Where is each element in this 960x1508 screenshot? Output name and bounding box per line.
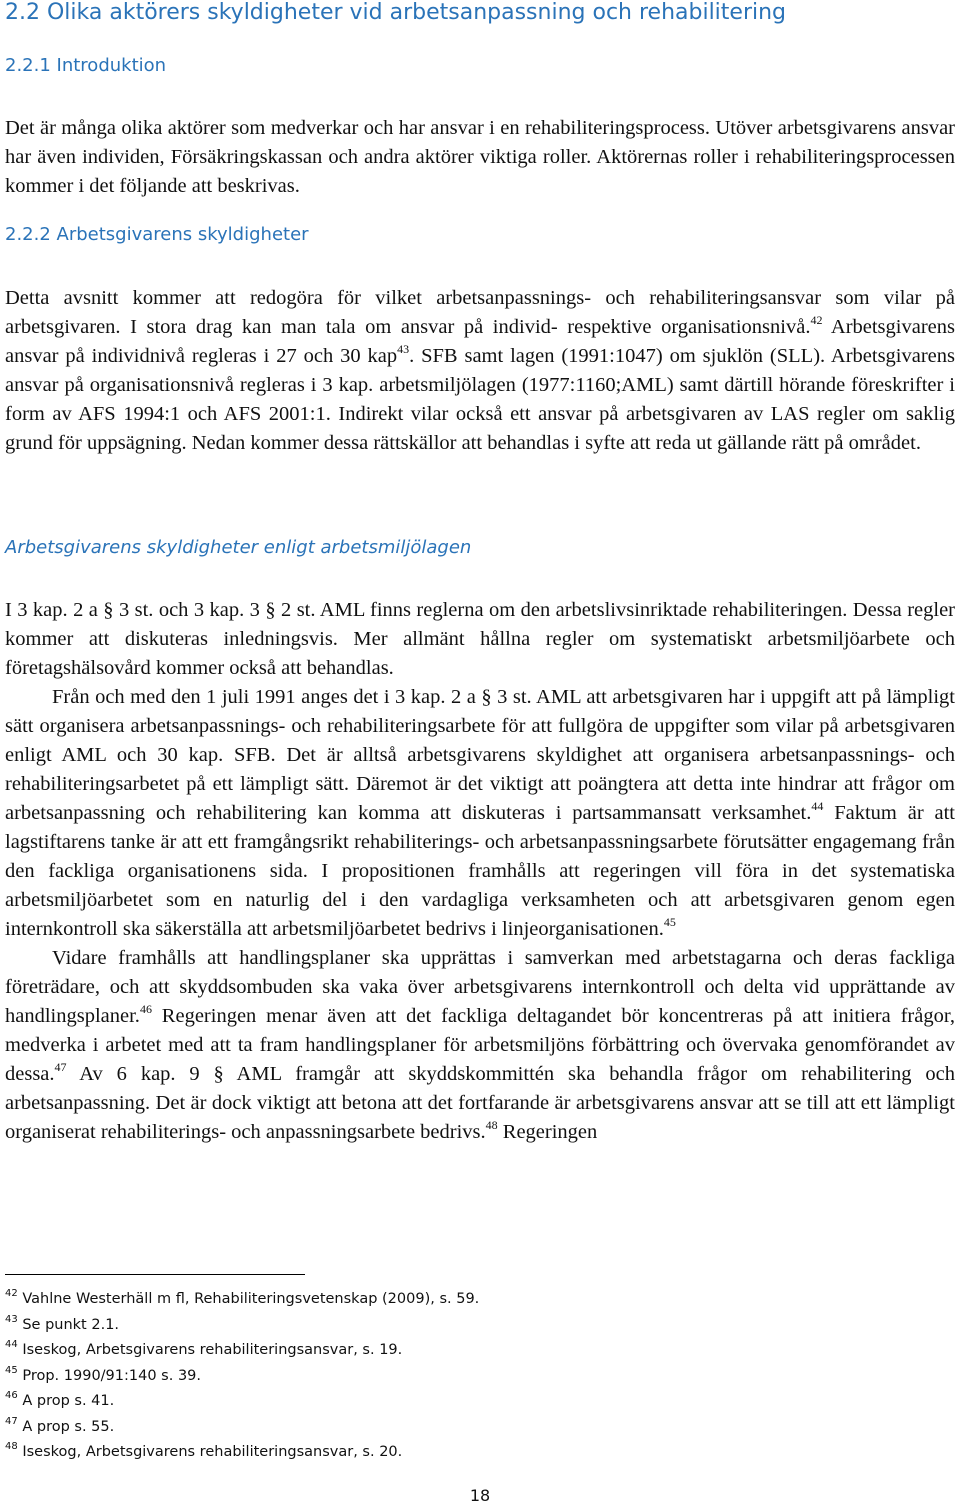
intro-text: Det är många olika aktörer som medverkar och har ansvar i en rehabiliteringsprocess. Utöver arbetsgivarens ansvar har även individen, Försäkringskassan och andra aktörer viktiga roller. Aktörernas roller i rehabiliteringsprocessen kommer i det följande att beskrivas.	[5, 117, 955, 197]
paragraph-text: . SFB samt lagen (1991:1047) om sjuklön (SLL). Arbetsgivarens ansvar på organisationsnivå regleras i 3 kap. arbetsmiljölagen (1977:1160;AML) samt därtill hörande föreskrifter i form av AFS 1994:1 och AFS 2001:1. Indirekt vilar också ett ansvar på arbetsgivaren av LAS regler om saklig grund för uppsägning. Nedan kommer dessa rättskällor att behandlas i syfte att reda ut gällande rätt på området.	[5, 345, 955, 454]
footnote-ref[interactable]: 46	[139, 1002, 152, 1016]
footnote-text: Iseskog, Arbetsgivarens rehabiliteringsansvar, s. 19.	[22, 1342, 403, 1358]
paragraph-text: Arbetsgivarens ansvar på individnivå regleras i 27 och 30 kap	[5, 316, 955, 367]
footnote-ref[interactable]: 48	[485, 1118, 498, 1132]
footnote-ref[interactable]: 45	[663, 915, 676, 929]
footnote-text: Se punkt 2.1.	[22, 1317, 120, 1333]
paragraph-text: Regeringen	[497, 1121, 598, 1143]
footnote-number: 45	[5, 1365, 18, 1376]
paragraph-text: Regeringen menar även att det fackliga deltagandet bör koncentreras på att initiera frågor, medverka i arbetet med att ta fram handlingsplaner för arbetsmiljöns förbättring och övervaka genomförandet av dessa.	[5, 1005, 955, 1085]
intro-paragraph	[5, 114, 955, 201]
footnote	[5, 1339, 403, 1358]
footnote-ref[interactable]: 42	[810, 313, 823, 327]
footnote-number: 44	[5, 1339, 18, 1350]
footnote-number: 43	[5, 1314, 18, 1325]
footnote-text: Iseskog, Arbetsgivarens rehabiliteringsansvar, s. 20.	[22, 1444, 403, 1460]
section-heading-2-2: 2.2 Olika aktörers skyldigheter vid arbetsanpassning och rehabilitering	[5, 0, 787, 25]
footnote-number: 48	[5, 1441, 18, 1452]
footnote	[5, 1390, 115, 1409]
paragraph-text: Av 6 kap. 9 § AML framgår att skyddskommittén ska behandla frågor om rehabilitering och arbetsanpassning. Det är dock viktigt att betona att det fortfarande är arbetsgivarens ansvar att se till att ett lämpligt organiserat rehabiliterings- och anpassningsarbete bedrivs.	[5, 1063, 955, 1143]
footnote	[5, 1365, 202, 1384]
footnote-ref[interactable]: 43	[397, 342, 410, 356]
footnote-text: A prop s. 55.	[22, 1419, 115, 1435]
page-number: 18	[469, 1486, 491, 1505]
section-heading-2-2-2: 2.2.2 Arbetsgivarens skyldigheter	[5, 224, 309, 245]
subheading-aml: Arbetsgivarens skyldigheter enligt arbetsmiljölagen	[5, 537, 472, 558]
paragraph-text: Vidare framhålls att handlingsplaner ska upprättas i samverkan med arbetstagarna och deras fackliga företrädare, och att skyddsombuden ska vaka över arbetsgivarens internkontroll och delta vid upprättande av handlingsplaner.	[5, 947, 955, 1027]
paragraph-text: Detta avsnitt kommer att redogöra för vilket arbetsanpassnings- och rehabiliteringsansvar som vilar på arbetsgivaren. I stora drag kan man tala om ansvar på individ- respektive organisationsnivå.	[5, 287, 955, 338]
aml-paragraph-1: I 3 kap. 2 a § 3 st. och 3 kap. 3 § 2 st. AML finns reglerna om den arbetslivsinriktade rehabiliteringen. Dessa regler kommer att diskuteras inledningsvis. Mer allmänt hållna regler om systematiskt arbetsmiljöarbete och företagshälsovård kommer också att behandlas.	[5, 599, 955, 679]
footnote-ref[interactable]: 44	[811, 799, 824, 813]
footnote	[5, 1416, 115, 1435]
footnote	[5, 1441, 403, 1460]
aml-section	[5, 596, 955, 1147]
footnote-text: Prop. 1990/91:140 s. 39.	[22, 1368, 202, 1384]
section-heading-2-2-1: 2.2.1 Introduktion	[5, 55, 167, 76]
footnote-text: Vahlne Westerhäll m fl, Rehabiliteringsvetenskap (2009), s. 59.	[22, 1291, 480, 1307]
footnote	[5, 1288, 480, 1307]
aml-paragraph-2	[5, 683, 955, 944]
footnote-number: 42	[5, 1288, 18, 1299]
aml-paragraph-3	[5, 944, 955, 1147]
footnote-ref[interactable]: 47	[54, 1060, 67, 1074]
footnote-text: A prop s. 41.	[22, 1393, 115, 1409]
paragraph-text: Från och med den 1 juli 1991 anges det i 3 kap. 2 a § 3 st. AML att arbetsgivaren har i uppgift att på lämpligt sätt organisera arbetsanpassnings- och rehabiliteringsarbete för att fullgöra de uppgifter som vilar på arbetsgivaren enligt AML och 30 kap. SFB. Det är alltså arbetsgivarens skyldighet att organisera arbetsanpassnings- och rehabiliteringsarbetet på ett lämpligt sätt. Däremot är det viktigt att poängtera att detta inte hindrar att frågor om arbetsanpassning och rehabilitering kan komma att diskuteras i partsammansatt verksamhet.	[5, 686, 955, 824]
paragraph-text: Faktum är att lagstiftarens tanke är att ett framgångsrikt rehabiliterings- och arbetsanpassningsarbete förutsätter engagemang från den fackliga organisationens sida. I propositionen framhålls att regeringen vill föra in det systematiska arbetsmiljöarbetet som en naturlig del i den vardagliga verksamheten och att arbetsgivaren genom egen internkontroll ska säkerställa att arbetsmiljöarbetet bedrivs i linjeorganisationen.	[5, 802, 955, 940]
footnote-number: 47	[5, 1416, 18, 1427]
footnote-number: 46	[5, 1390, 18, 1401]
paragraph-2-2-2	[5, 284, 955, 458]
footnote	[5, 1314, 120, 1333]
footnote-separator	[5, 1274, 305, 1275]
